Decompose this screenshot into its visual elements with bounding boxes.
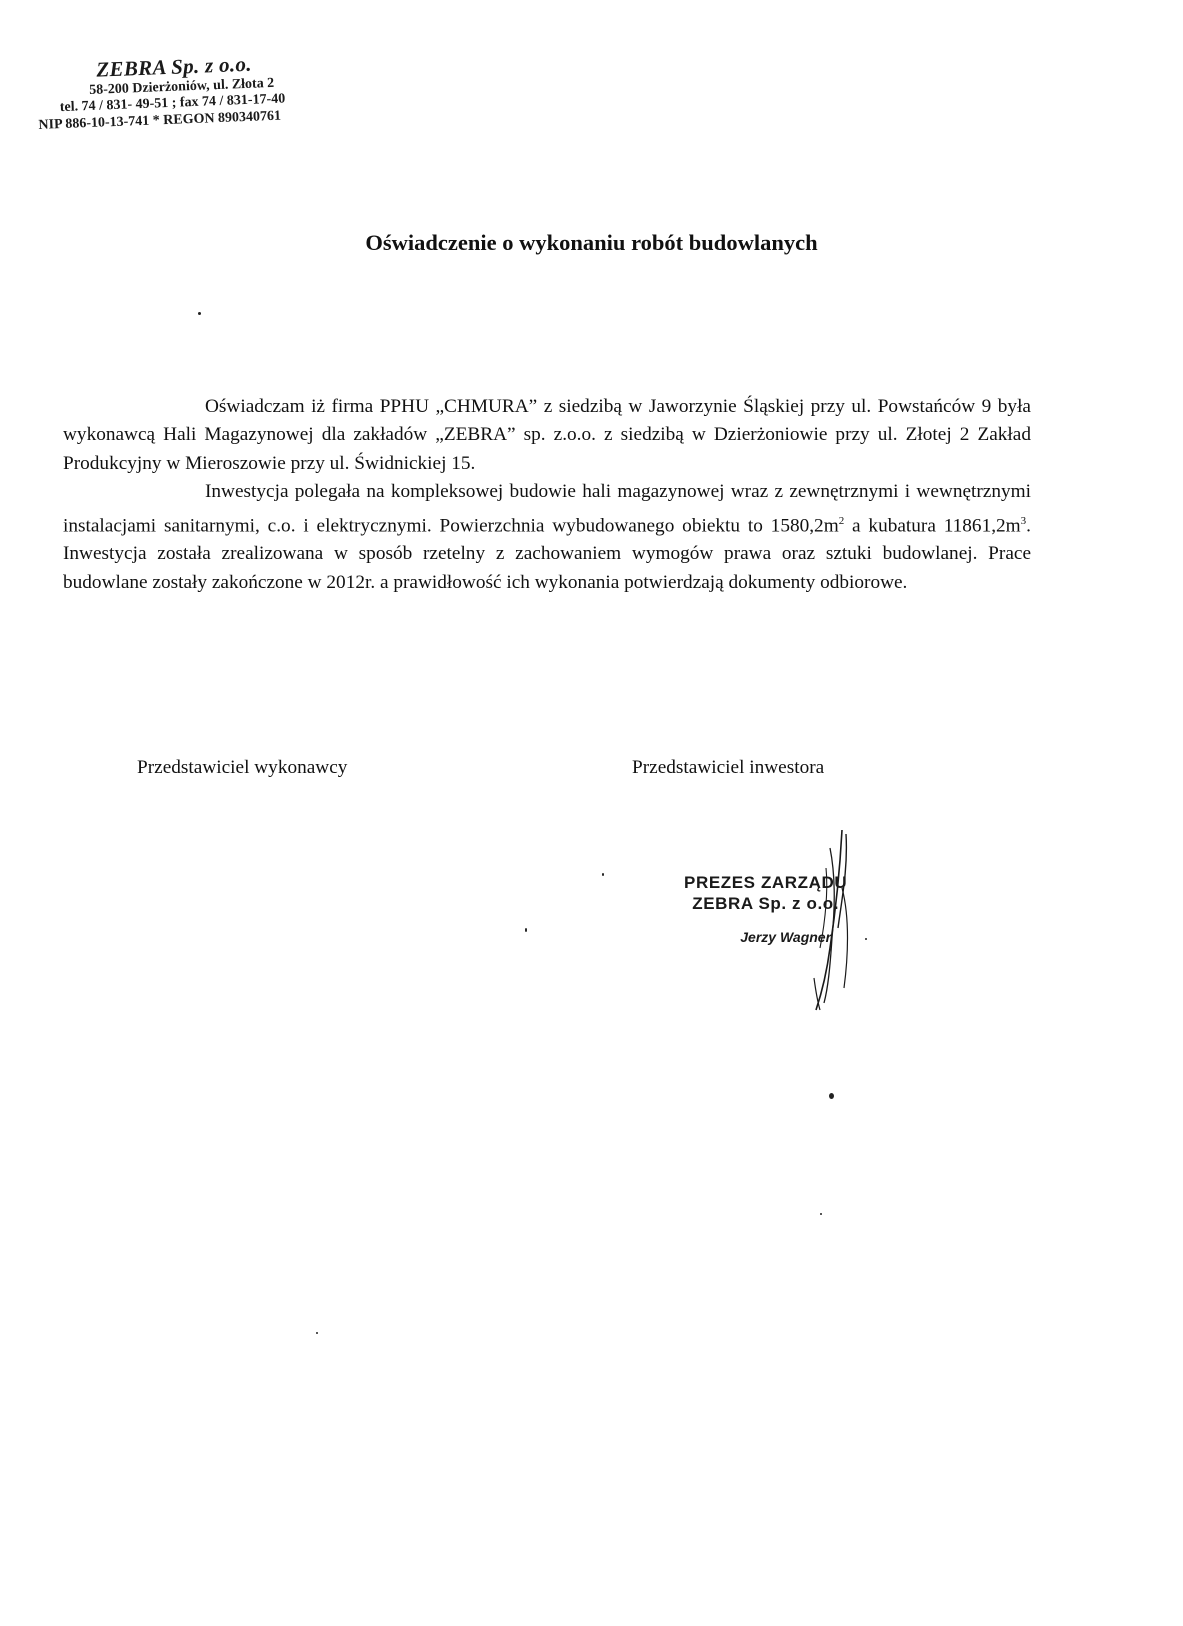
stamp-company-name: ZEBRA Sp. z o.o. (95, 51, 253, 82)
scan-speck (829, 1093, 834, 1099)
investor-representative-label: Przedstawiciel inwestora (632, 757, 825, 778)
body-paragraph-1: Oświadczam iż firma PPHU „CHMURA” z siedzibą w Jaworzynie Śląskiej przy ul. Powstańców 9 była wykonawcą Hali Magazynowej dla zakładów „ZEBRA” sp. z.o.o. z siedzibą w Dzierżoniowie przy ul. Złotej 2 Zakład Produkcyjny w Mieroszowie przy ul. Świdnickiej 15. (63, 396, 1031, 474)
scan-speck (865, 938, 867, 940)
stamp-tax-ids: NIP 886-10-13-741 * REGON 890340761 (38, 108, 282, 133)
stamp-phone-fax: tel. 74 / 831- 49-51 ; fax 74 / 831-17-40 (59, 91, 286, 116)
paragraph-2-text-c: . Inwestycja została zrealizowana w sposób rzetelny z zachowaniem wymogów prawa oraz sztuki budowlanej. Prace budowlane zostały zakończone w 2012r. a prawidłowość ich wykonania potwierdzają dokumenty odbiorowe. (63, 515, 1031, 593)
stamp-address: 58-200 Dzierżoniów, ul. Złota 2 (88, 75, 275, 98)
document-title: Oświadczenie o wykonaniu robót budowlanych (365, 230, 818, 255)
volume-unit-superscript: 3 (1020, 514, 1027, 527)
paragraph-2-text-a: Inwestycja polegała na kompleksowej budowie hali magazynowej wraz z zewnętrznymi i wewnętrznymi instalacjami sanitarnymi, c.o. i elektrycznymi. Powierzchnia wybudowanego obiektu to 1580,2m (63, 481, 1031, 537)
scan-speck (525, 928, 527, 932)
scan-speck (602, 873, 604, 876)
scan-speck (198, 312, 201, 315)
body-paragraph-2 (63, 478, 1031, 597)
stamp-company-line: ZEBRA Sp. z o.o. (692, 894, 840, 914)
area-unit-superscript: 2 (838, 514, 845, 527)
scan-speck (316, 1332, 318, 1334)
contractor-representative-label: Przedstawiciel wykonawcy (137, 757, 348, 778)
paragraph-2-text-b: a kubatura 11861,2m (844, 515, 1021, 537)
company-stamp (36, 50, 286, 134)
stamp-person-name: Jerzy Wagner (740, 928, 832, 945)
document-body (63, 393, 1031, 597)
handwritten-signature (790, 828, 870, 1018)
stamp-position-line: PREZES ZARZĄDU (684, 873, 848, 892)
scan-speck (820, 1213, 822, 1215)
